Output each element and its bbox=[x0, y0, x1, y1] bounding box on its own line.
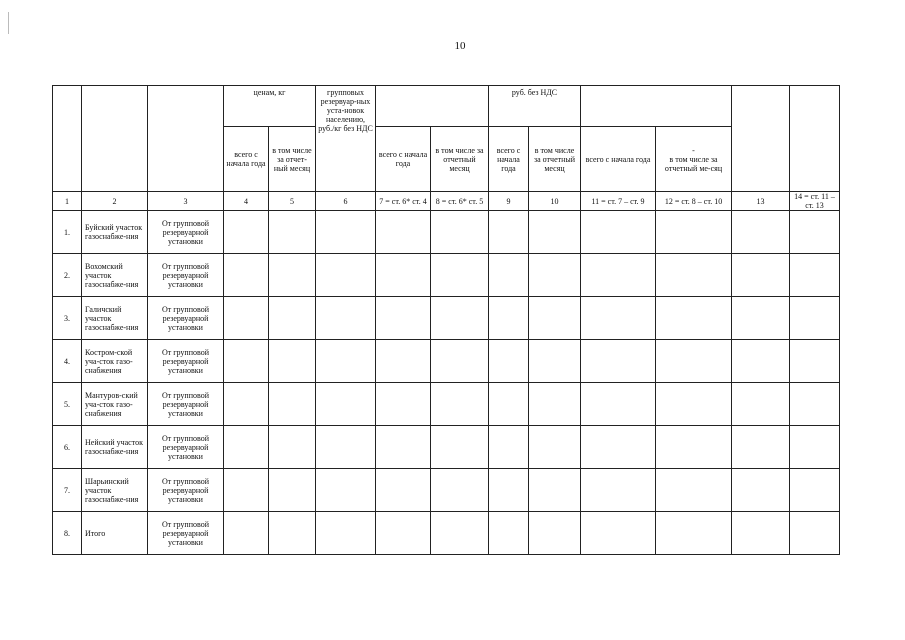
empty-cell bbox=[316, 512, 376, 555]
empty-cell bbox=[431, 211, 489, 254]
row-number: 1. bbox=[53, 211, 82, 254]
header-col4: всего с начала года bbox=[224, 127, 269, 192]
col-number: 2 bbox=[82, 192, 148, 211]
empty-cell bbox=[581, 297, 656, 340]
empty-cell bbox=[656, 297, 732, 340]
col-number: 11 = ст. 7 – ст. 9 bbox=[581, 192, 656, 211]
empty-cell bbox=[581, 340, 656, 383]
empty-cell bbox=[316, 426, 376, 469]
col-number: 7 = ст. 6* ст. 4 bbox=[376, 192, 431, 211]
header-cell-7-8 bbox=[376, 86, 489, 127]
page-number: 10 bbox=[454, 40, 466, 52]
empty-cell bbox=[489, 426, 529, 469]
empty-cell bbox=[732, 211, 790, 254]
row-number: 5. bbox=[53, 383, 82, 426]
row-site-name: Мантуров-ский уча-сток газо-снабжения bbox=[82, 383, 148, 426]
empty-cell bbox=[316, 211, 376, 254]
table-row bbox=[53, 512, 840, 555]
empty-cell bbox=[431, 254, 489, 297]
empty-cell bbox=[376, 426, 431, 469]
empty-cell bbox=[376, 254, 431, 297]
table-row bbox=[53, 469, 840, 512]
col-number: 3 bbox=[148, 192, 224, 211]
row-supply-type: От групповой резервуарной установки bbox=[148, 469, 224, 512]
empty-cell bbox=[656, 512, 732, 555]
header-cell-13 bbox=[732, 86, 790, 192]
row-number: 3. bbox=[53, 297, 82, 340]
table-row bbox=[53, 254, 840, 297]
empty-cell bbox=[790, 426, 840, 469]
empty-cell bbox=[790, 469, 840, 512]
empty-cell bbox=[489, 254, 529, 297]
header-cell-11-12 bbox=[581, 86, 732, 127]
row-supply-type: От групповой резервуарной установки bbox=[148, 297, 224, 340]
empty-cell bbox=[790, 383, 840, 426]
col-number: 4 bbox=[224, 192, 269, 211]
table-row bbox=[53, 211, 840, 254]
row-supply-type: От групповой резервуарной установки bbox=[148, 426, 224, 469]
row-site-name: Нейский участок газоснабже-ния bbox=[82, 426, 148, 469]
col-number: 6 bbox=[316, 192, 376, 211]
empty-cell bbox=[316, 383, 376, 426]
header-row-top bbox=[53, 86, 840, 127]
table-row bbox=[53, 383, 840, 426]
empty-cell bbox=[790, 254, 840, 297]
table-row bbox=[53, 426, 840, 469]
column-numbers-row bbox=[53, 192, 840, 211]
row-number: 6. bbox=[53, 426, 82, 469]
header-cell-2 bbox=[82, 86, 148, 192]
empty-cell bbox=[376, 297, 431, 340]
empty-cell bbox=[431, 512, 489, 555]
header-cell-3 bbox=[148, 86, 224, 192]
empty-cell bbox=[376, 512, 431, 555]
empty-cell bbox=[224, 211, 269, 254]
header-col8: в том числе за отчетный месяц bbox=[431, 127, 489, 192]
empty-cell bbox=[529, 340, 581, 383]
empty-cell bbox=[581, 383, 656, 426]
row-site-name: Галичский участок газоснабже-ния bbox=[82, 297, 148, 340]
report-table bbox=[52, 85, 840, 555]
header-col12-text: в том числе за отчетный ме-сяц bbox=[664, 154, 723, 173]
empty-cell bbox=[656, 340, 732, 383]
empty-cell bbox=[431, 426, 489, 469]
empty-cell bbox=[732, 426, 790, 469]
empty-cell bbox=[732, 254, 790, 297]
row-site-name: Вохомский участок газоснабже-ния bbox=[82, 254, 148, 297]
col-number: 9 bbox=[489, 192, 529, 211]
empty-cell bbox=[431, 469, 489, 512]
empty-cell bbox=[269, 469, 316, 512]
empty-cell bbox=[316, 254, 376, 297]
empty-cell bbox=[269, 426, 316, 469]
empty-cell bbox=[529, 297, 581, 340]
empty-cell bbox=[431, 383, 489, 426]
empty-cell bbox=[581, 254, 656, 297]
row-supply-type: От групповой резервуарной установки bbox=[148, 340, 224, 383]
empty-cell bbox=[376, 383, 431, 426]
row-site-name: Шарьинский участок газоснабже-ния bbox=[82, 469, 148, 512]
empty-cell bbox=[489, 469, 529, 512]
col-number: 1 bbox=[53, 192, 82, 211]
header-col11: всего с начала года bbox=[581, 127, 656, 192]
row-number: 4. bbox=[53, 340, 82, 383]
empty-cell bbox=[224, 254, 269, 297]
empty-cell bbox=[224, 340, 269, 383]
empty-cell bbox=[656, 254, 732, 297]
empty-cell bbox=[581, 426, 656, 469]
row-number: 7. bbox=[53, 469, 82, 512]
empty-cell bbox=[376, 469, 431, 512]
empty-cell bbox=[656, 211, 732, 254]
empty-cell bbox=[224, 426, 269, 469]
header-col9: всего с начала года bbox=[489, 127, 529, 192]
empty-cell bbox=[732, 340, 790, 383]
empty-cell bbox=[269, 383, 316, 426]
header-col12 bbox=[656, 127, 732, 192]
empty-cell bbox=[529, 383, 581, 426]
header-col5: в том числе за отчет-ный месяц bbox=[269, 127, 316, 192]
empty-cell bbox=[581, 211, 656, 254]
empty-cell bbox=[489, 383, 529, 426]
empty-cell bbox=[431, 340, 489, 383]
row-number: 8. bbox=[53, 512, 82, 555]
empty-cell bbox=[269, 340, 316, 383]
empty-cell bbox=[656, 383, 732, 426]
header-cell-14 bbox=[790, 86, 840, 192]
header-price-volume: ценам, кг bbox=[224, 86, 316, 127]
empty-cell bbox=[529, 211, 581, 254]
col-number: 8 = ст. 6* ст. 5 bbox=[431, 192, 489, 211]
empty-cell bbox=[489, 512, 529, 555]
empty-cell bbox=[732, 512, 790, 555]
col-number: 12 = ст. 8 – ст. 10 bbox=[656, 192, 732, 211]
empty-cell bbox=[269, 211, 316, 254]
empty-cell bbox=[581, 512, 656, 555]
header-tariff: групповых резервуар-ных уста-новок населению, руб./кг без НДС bbox=[316, 86, 376, 192]
header-col12-mark: - bbox=[692, 145, 695, 155]
col-number: 5 bbox=[269, 192, 316, 211]
empty-cell bbox=[656, 469, 732, 512]
empty-cell bbox=[790, 211, 840, 254]
empty-cell bbox=[224, 469, 269, 512]
empty-cell bbox=[316, 469, 376, 512]
table-row bbox=[53, 340, 840, 383]
empty-cell bbox=[732, 297, 790, 340]
margin-mark bbox=[8, 12, 9, 34]
empty-cell bbox=[790, 512, 840, 555]
empty-cell bbox=[269, 512, 316, 555]
row-number: 2. bbox=[53, 254, 82, 297]
empty-cell bbox=[489, 340, 529, 383]
empty-cell bbox=[529, 512, 581, 555]
row-site-name: Итого bbox=[82, 512, 148, 555]
empty-cell bbox=[656, 426, 732, 469]
empty-cell bbox=[732, 383, 790, 426]
empty-cell bbox=[489, 211, 529, 254]
row-supply-type: От групповой резервуарной установки bbox=[148, 512, 224, 555]
empty-cell bbox=[316, 297, 376, 340]
empty-cell bbox=[431, 297, 489, 340]
empty-cell bbox=[581, 469, 656, 512]
empty-cell bbox=[376, 211, 431, 254]
row-site-name: Буйский участок газоснабже-ния bbox=[82, 211, 148, 254]
empty-cell bbox=[790, 297, 840, 340]
empty-cell bbox=[529, 426, 581, 469]
header-col10: в том числе за отчетный месяц bbox=[529, 127, 581, 192]
row-site-name: Костром-ской уча-сток газо-снабжения bbox=[82, 340, 148, 383]
empty-cell bbox=[224, 297, 269, 340]
empty-cell bbox=[224, 383, 269, 426]
col-number: 14 = ст. 11 – ст. 13 bbox=[790, 192, 840, 211]
row-supply-type: От групповой резервуарной установки bbox=[148, 383, 224, 426]
empty-cell bbox=[269, 254, 316, 297]
empty-cell bbox=[529, 469, 581, 512]
row-supply-type: От групповой резервуарной установки bbox=[148, 254, 224, 297]
empty-cell bbox=[316, 340, 376, 383]
row-supply-type: От групповой резервуарной установки bbox=[148, 211, 224, 254]
table-row bbox=[53, 297, 840, 340]
empty-cell bbox=[732, 469, 790, 512]
empty-cell bbox=[529, 254, 581, 297]
empty-cell bbox=[790, 340, 840, 383]
col-number: 10 bbox=[529, 192, 581, 211]
empty-cell bbox=[489, 297, 529, 340]
empty-cell bbox=[269, 297, 316, 340]
col-number: 13 bbox=[732, 192, 790, 211]
header-rub-no-vat: руб. без НДС bbox=[489, 86, 581, 127]
empty-cell bbox=[376, 340, 431, 383]
header-col7: всего с начала года bbox=[376, 127, 431, 192]
empty-cell bbox=[224, 512, 269, 555]
header-cell-1 bbox=[53, 86, 82, 192]
